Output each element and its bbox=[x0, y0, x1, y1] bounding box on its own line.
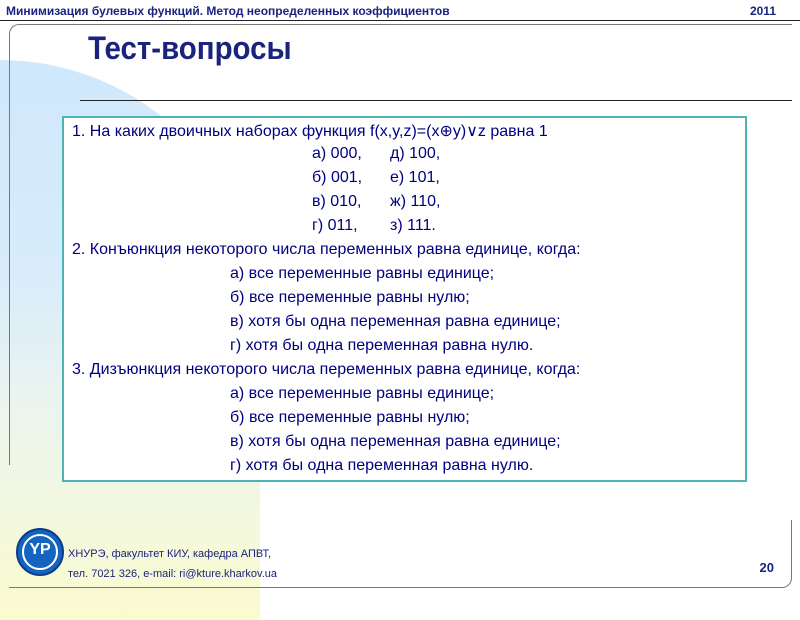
question-1-option: г) 011, bbox=[312, 217, 358, 234]
page-number: 20 bbox=[759, 560, 774, 575]
question-2-option: б) все переменные равны нулю; bbox=[230, 289, 470, 306]
question-1-option: е) 101, bbox=[390, 169, 440, 186]
question-3-text: 3. Дизъюнкция некоторого числа переменных равна единице, когда: bbox=[72, 361, 581, 378]
question-1-text: 1. На каких двоичных наборах функция f(x,y,z)=(x⊕y)∨z равна 1 bbox=[72, 123, 548, 140]
question-1-option: ж) 110, bbox=[390, 193, 441, 210]
question-1-option: з) 111. bbox=[390, 217, 436, 234]
question-1-option: б) 001, bbox=[312, 169, 363, 186]
question-2-option: г) хотя бы одна переменная равна нулю. bbox=[230, 337, 534, 354]
footer-contact: тел. 7021 326, e-mail: ri@kture.kharkov.ua bbox=[68, 568, 278, 580]
header-year: 2011 bbox=[749, 4, 776, 18]
question-3-option: а) все переменные равны единице; bbox=[230, 385, 495, 402]
question-1-option: в) 010, bbox=[312, 193, 362, 210]
question-3-option: в) хотя бы одна переменная равна единице; bbox=[230, 433, 561, 450]
title-divider bbox=[80, 100, 792, 101]
question-3-option: г) хотя бы одна переменная равна нулю. bbox=[230, 457, 534, 474]
question-1-option: а) 000, bbox=[312, 145, 362, 162]
header-divider bbox=[0, 20, 800, 21]
logo-glyph: ΥΡ bbox=[29, 541, 51, 558]
question-2-option: в) хотя бы одна переменная равна единице; bbox=[230, 313, 561, 330]
university-logo-icon bbox=[16, 528, 64, 576]
question-1-option: д) 100, bbox=[390, 145, 441, 162]
header-title: Минимизация булевых функций. Метод неопределенных коэффициентов bbox=[6, 4, 450, 18]
slide-title: Тест-вопросы bbox=[88, 30, 292, 66]
footer-department: ХНУРЭ, факультет КИУ, кафедра АПВТ, bbox=[68, 548, 272, 560]
question-2-option: а) все переменные равны единице; bbox=[230, 265, 495, 282]
question-2-text: 2. Конъюнкция некоторого числа переменных равна единице, когда: bbox=[72, 241, 581, 258]
question-3-option: б) все переменные равны нулю; bbox=[230, 409, 470, 426]
